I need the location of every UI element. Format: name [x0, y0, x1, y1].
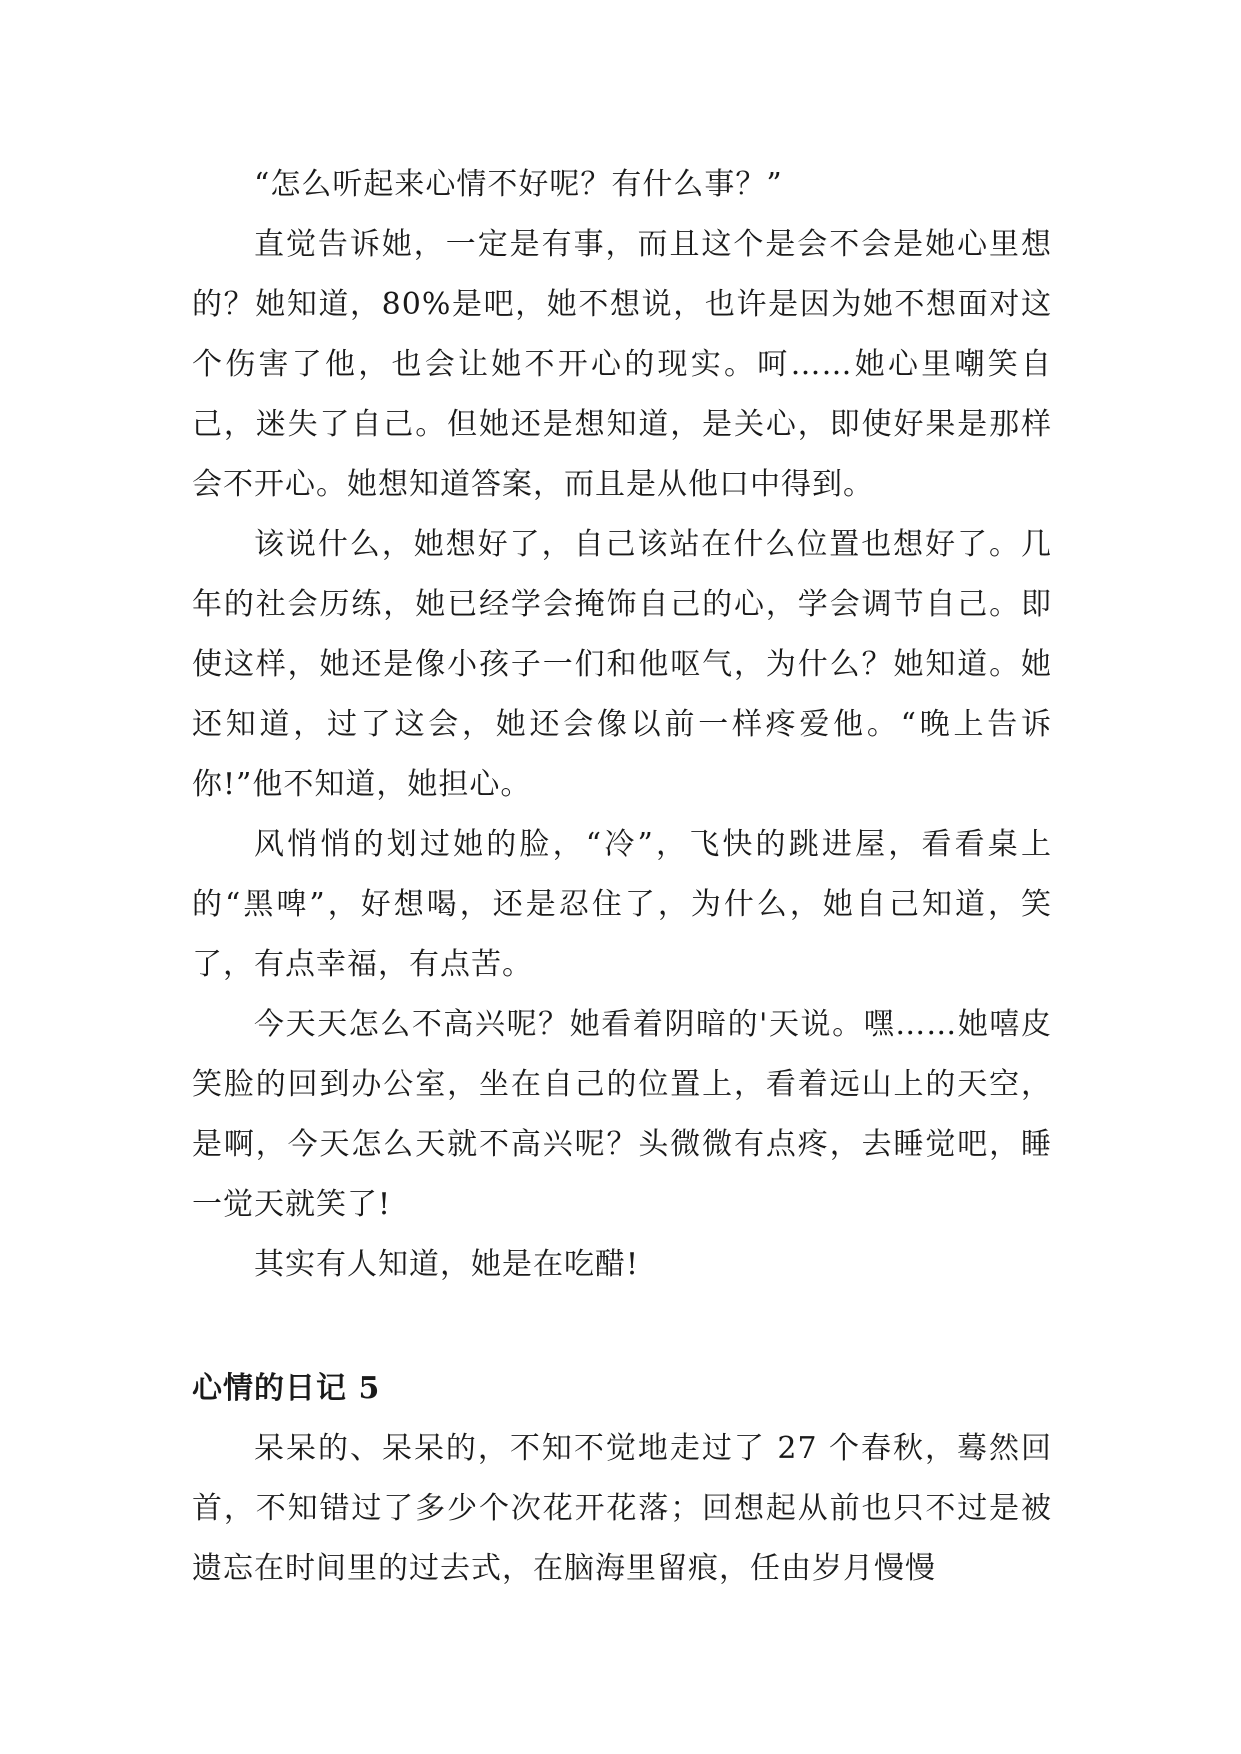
- paragraph: “怎么听起来心情不好呢？有什么事？”: [254, 167, 783, 202]
- paragraph: 风悄悄的划过她的脸，“冷”，飞快的跳进屋，看看桌上的“黑啤”，好想喝，还是忍住了，为什么，她自己知道，笑了，有点幸福，有点苦。: [192, 827, 1052, 982]
- section-heading: 心情的日记 5: [192, 1371, 381, 1406]
- paragraph: 直觉告诉她，一定是有事，而且这个是会不会是她心里想的？她知道，80%是吧，她不想说，也许是因为她不想面对这个伤害了他，也会让她不开心的现实。呵……她心里嘲笑自己，迷失了自己。但她还是想知道，是关心，即使好果是那样会不开心。她想知道答案，而且是从他口中得到。: [192, 227, 1052, 502]
- document-body: [192, 155, 1052, 1599]
- paragraph: 呆呆的、呆呆的，不知不觉地走过了 27 个春秋，蓦然回首，不知错过了多少个次花开花落；回想起从前也只不过是被遗忘在时间里的过去式，在脑海里留痕，任由岁月慢慢: [192, 1431, 1052, 1586]
- paragraph: 今天天怎么不高兴呢？她看着阴暗的'天说。嘿……她嘻皮笑脸的回到办公室，坐在自己的位置上，看着远山上的天空，是啊，今天怎么天就不高兴呢？头微微有点疼，去睡觉吧，睡一觉天就笑了!: [192, 1007, 1052, 1222]
- paragraph: 其实有人知道，她是在吃醋!: [254, 1247, 640, 1282]
- paragraph: 该说什么，她想好了，自己该站在什么位置也想好了。几年的社会历练，她已经学会掩饰自己的心，学会调节自己。即使这样，她还是像小孩子一们和他呕气，为什么？她知道。她还知道，过了这会，她还会像以前一样疼爱他。“晚上告诉你!”他不知道，她担心。: [192, 527, 1052, 802]
